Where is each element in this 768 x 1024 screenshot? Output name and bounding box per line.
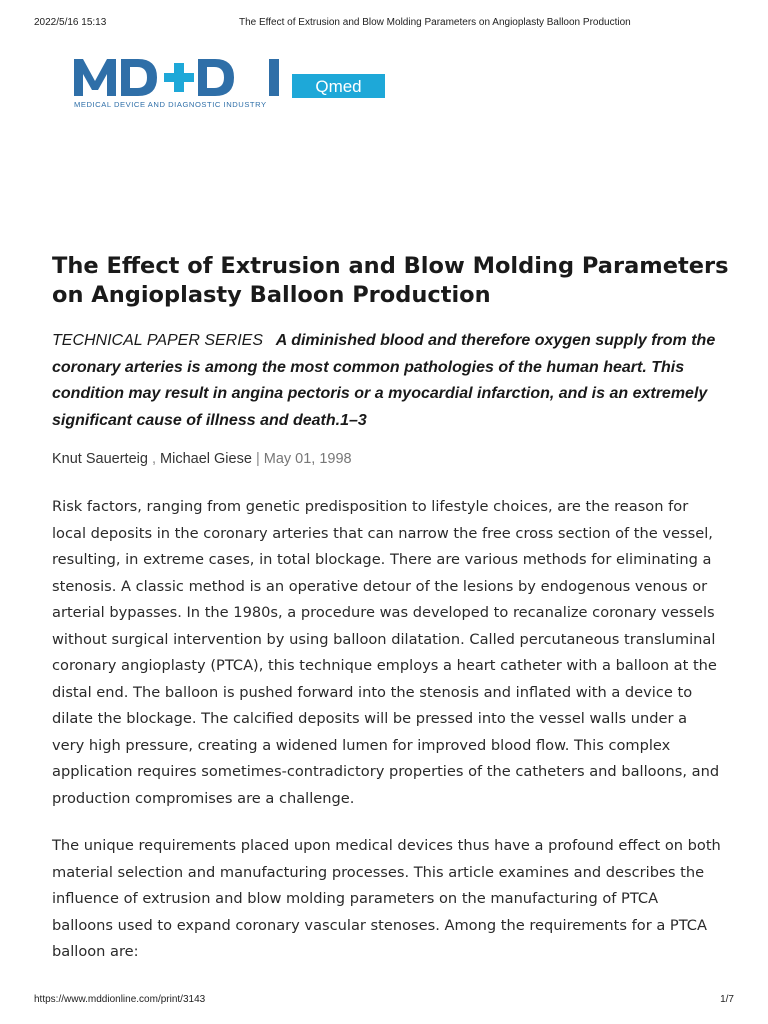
logo-badge-text: Qmed xyxy=(315,77,362,96)
author-separator: , xyxy=(151,451,156,467)
body-paragraph: The unique requirements placed upon medical devices thus have a profound effect on both material selection and manufacturing processes. This article examines and describes the influence of extrusion and blow molding parameters on the manufacturing of PTCA balloons used to expand coronary vascular stenoses. Among the requirements for a PTCA balloon are: xyxy=(52,837,721,960)
article-lede xyxy=(52,328,722,434)
article-title: The Effect of Extrusion and Blow Molding Parameters on Angioplasty Balloon Production xyxy=(52,253,729,308)
publish-date: May 01, 1998 xyxy=(263,451,352,467)
lede-text: A diminished blood and therefore oxygen supply from the coronary arteries is among the most common pathologies of the human heart. This condition may result in angina pectoris or a myocardial infarction, and is an extremely significant cause of illness and death.1–3 xyxy=(52,332,716,429)
print-timestamp: 2022/5/16 15:13 xyxy=(34,17,107,28)
series-label: TECHNICAL PAPER SERIES xyxy=(52,332,264,349)
logo-tagline: MEDICAL DEVICE AND DIAGNOSTIC INDUSTRY xyxy=(74,100,267,109)
print-header xyxy=(34,17,734,31)
author-link[interactable]: Knut Sauerteig xyxy=(52,451,148,467)
author-link[interactable]: Michael Giese xyxy=(160,451,252,467)
print-footer xyxy=(34,994,734,1008)
mddi-qmed-logo[interactable] xyxy=(74,56,394,112)
body-paragraph: Risk factors, ranging from genetic predisposition to lifestyle choices, are the reason for local deposits in the coronary arteries that can narrow the free cross section of the vessel, resulting, in extreme cases, in total blockage. There are various methods for eliminating a stenosis. A classic method is an operative detour of the lesions by endogenous venous or arterial bypasses. In the 1980s, a procedure was developed to recanalize coronary vessels without surgical intervention by using balloon dilatation. Called percutaneous transluminal coronary angioplasty (PTCA), this technique employs a heart catheter with a balloon at the distal end. The balloon is pushed forward into the stenosis and inflated with a device to dilate the blockage. The calcified deposits will be pressed into the vessel walls under a very high pressure, creating a widened lumen for improved blood flow. This complex application requires sometimes-contradictory properties of the catheters and balloons, and production compromises are a challenge. xyxy=(52,498,720,807)
date-separator: | xyxy=(255,451,260,467)
page-number: 1/7 xyxy=(720,994,734,1005)
byline xyxy=(52,451,352,467)
print-document-title: The Effect of Extrusion and Blow Molding Parameters on Angioplasty Balloon Production xyxy=(239,17,631,28)
mddi-logo-graphic xyxy=(74,56,394,112)
print-url: https://www.mddionline.com/print/3143 xyxy=(34,994,206,1005)
